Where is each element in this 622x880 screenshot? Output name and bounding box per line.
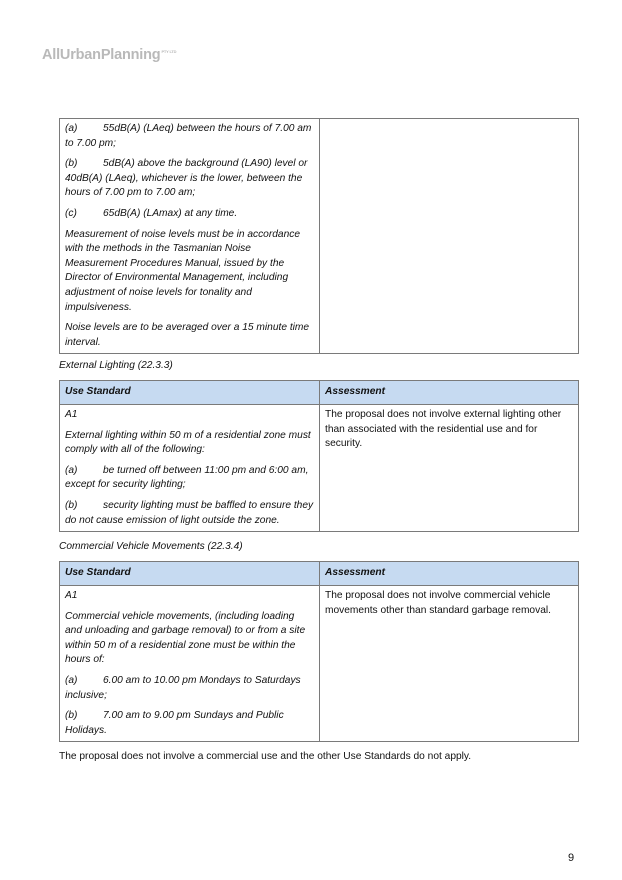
table-row [60, 586, 579, 742]
list-item: (a) be turned off between 11:00 pm and 6:00 am, except for security lighting; [65, 464, 309, 491]
assessment-cell [320, 586, 579, 742]
noise-standard-table [59, 118, 579, 354]
column-header-assessment: Assessment [320, 381, 579, 405]
table-row [60, 119, 579, 354]
column-header-use-standard: Use Standard [60, 381, 320, 405]
standard-intro: External lighting within 50 m of a residential zone must comply with all of the following: [65, 429, 311, 456]
company-logo [42, 47, 176, 63]
acceptable-solution-label: A1 [65, 590, 78, 601]
list-item: (b) 5dB(A) above the background (LA90) level or 40dB(A) (LAeq), whichever is the lower, between the hours of 7.00 pm to 7.00 am; [65, 158, 308, 199]
table-row [60, 405, 579, 532]
list-item: (b) 7.00 am to 9.00 pm Sundays and Public Holidays. [65, 710, 284, 736]
logo-mark: PTY LTD [161, 49, 177, 55]
page-number: 9 [568, 852, 575, 864]
acceptable-solution-label: A1 [65, 409, 78, 420]
list-item: (a) 55dB(A) (LAeq) between the hours of 7.00 am to 7.00 pm; [65, 123, 312, 149]
use-standard-cell [60, 405, 320, 532]
logo-text: AllUrbanPlanning [42, 47, 161, 63]
vehicles-table [59, 561, 579, 742]
measurement-paragraph: Measurement of noise levels must be in accordance with the methods in the Tasmanian Noise Measurement Procedures Manual, issued by the Director of Environmental Management, including adjustment of noise levels for tonality and impulsiveness. [65, 228, 300, 313]
lighting-table [59, 380, 579, 532]
vehicles-caption: Commercial Vehicle Movements (22.3.4) [59, 541, 243, 552]
column-header-assessment: Assessment [320, 562, 579, 586]
assessment-cell [320, 405, 579, 532]
lighting-caption: External Lighting (22.3.3) [59, 360, 173, 371]
list-item: (b) security lighting must be baffled to ensure they do not cause emission of light outside the zone. [65, 499, 314, 526]
averaging-paragraph: Noise levels are to be averaged over a 15 minute time interval. [65, 322, 310, 348]
closing-paragraph: The proposal does not involve a commercial use and the other Use Standards do not apply. [59, 751, 472, 762]
assessment-cell [320, 119, 579, 354]
use-standard-cell [60, 586, 320, 742]
assessment-text: The proposal does not involve commercial vehicle movements other than standard garbage removal. [325, 590, 551, 616]
use-standard-cell [60, 119, 320, 354]
table-header-row [60, 381, 579, 405]
table-header-row [60, 562, 579, 586]
standard-intro: Commercial vehicle movements, (including loading and unloading and garbage removal) to or from a site within 50 m of a residential zone must be within the hours of: [65, 610, 306, 666]
list-item: (c) 65dB(A) (LAmax) at any time. [65, 207, 238, 219]
column-header-use-standard: Use Standard [60, 562, 320, 586]
assessment-text: The proposal does not involve external lighting other than associated with the residential use and for security. [325, 409, 562, 450]
list-item: (a) 6.00 am to 10.00 pm Mondays to Saturdays inclusive; [65, 674, 301, 701]
